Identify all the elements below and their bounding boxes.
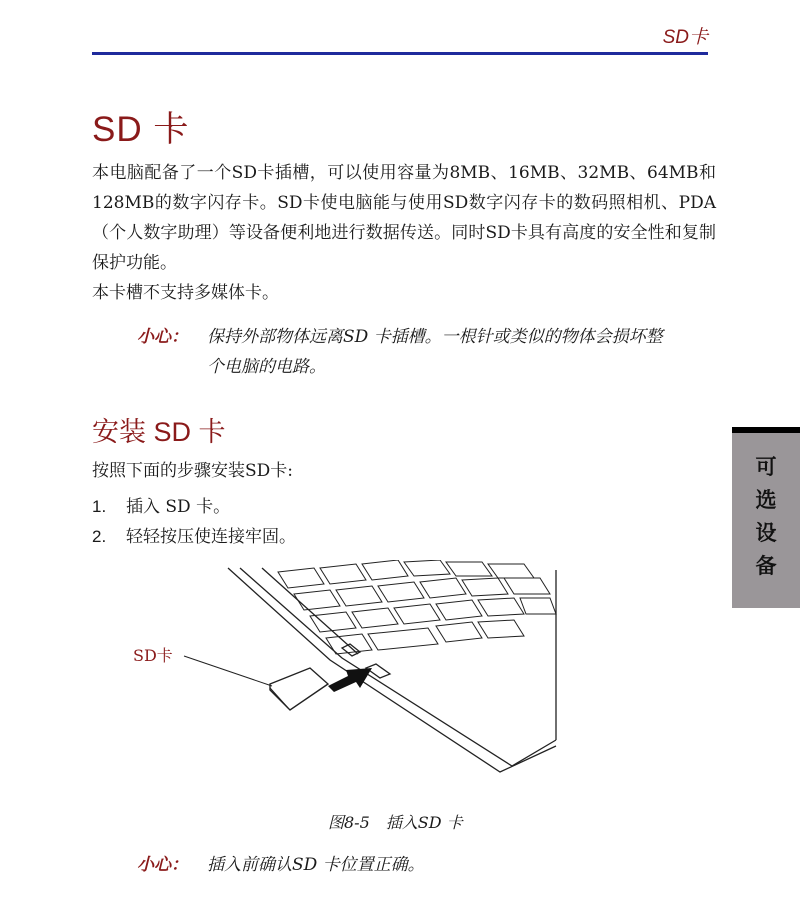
- header-rule: [92, 52, 708, 55]
- intro-paragraph: 本卡槽不支持多媒体卡。: [92, 283, 279, 303]
- step-number: 1.: [92, 497, 107, 516]
- page-title: SD 卡: [92, 110, 190, 149]
- caution-label: 小心：: [137, 327, 188, 347]
- chapter-tab-char: 可: [755, 455, 777, 479]
- laptop-edge: [240, 568, 556, 766]
- caution-text: 插入前确认SD 卡位置正确。: [207, 855, 425, 875]
- intro-text: [92, 158, 716, 308]
- figure-caption: 图8-5 插入SD 卡: [328, 813, 463, 832]
- chapter-tab: [732, 427, 800, 608]
- steps-lead: 按照下面的步骤安装SD卡:: [92, 461, 294, 481]
- figure-callout: SD卡: [133, 646, 173, 665]
- chapter-tab-char: 备: [755, 554, 777, 578]
- chapter-tab-char: 设: [755, 521, 777, 545]
- chapter-tab-char: 选: [755, 488, 777, 512]
- step-text: 轻轻按压使连接牢固。: [126, 527, 296, 547]
- list-item: [92, 522, 296, 552]
- steps-list: [92, 492, 296, 552]
- running-header: SD卡: [662, 27, 708, 48]
- section-title: 安装 SD 卡: [92, 417, 226, 447]
- step-number: 2.: [92, 527, 107, 546]
- list-item: [92, 492, 296, 522]
- step-text: 插入 SD 卡。: [126, 497, 231, 517]
- keyboard-keys: [278, 560, 556, 654]
- sd-card-insertion-figure: [120, 560, 570, 790]
- sd-card: [270, 668, 328, 710]
- caution-text: 保持外部物体远离SD 卡插槽。一根针或类似的物体会损坏整个电脑的电路。: [207, 327, 663, 377]
- intro-paragraph: 本电脑配备了一个SD卡插槽，可以使用容量为8MB、16MB、32MB、64MB和128MB的数字闪存卡。SD卡使电脑能与使用SD数字闪存卡的数码照相机、PDA（个人数字助理）等设备便利地进行数据传送。同时SD卡具有高度的安全性和复制保护功能。: [92, 163, 716, 273]
- callout-leader: [184, 656, 272, 686]
- caution-label: 小心：: [137, 855, 188, 875]
- insert-arrow-icon: [328, 668, 372, 692]
